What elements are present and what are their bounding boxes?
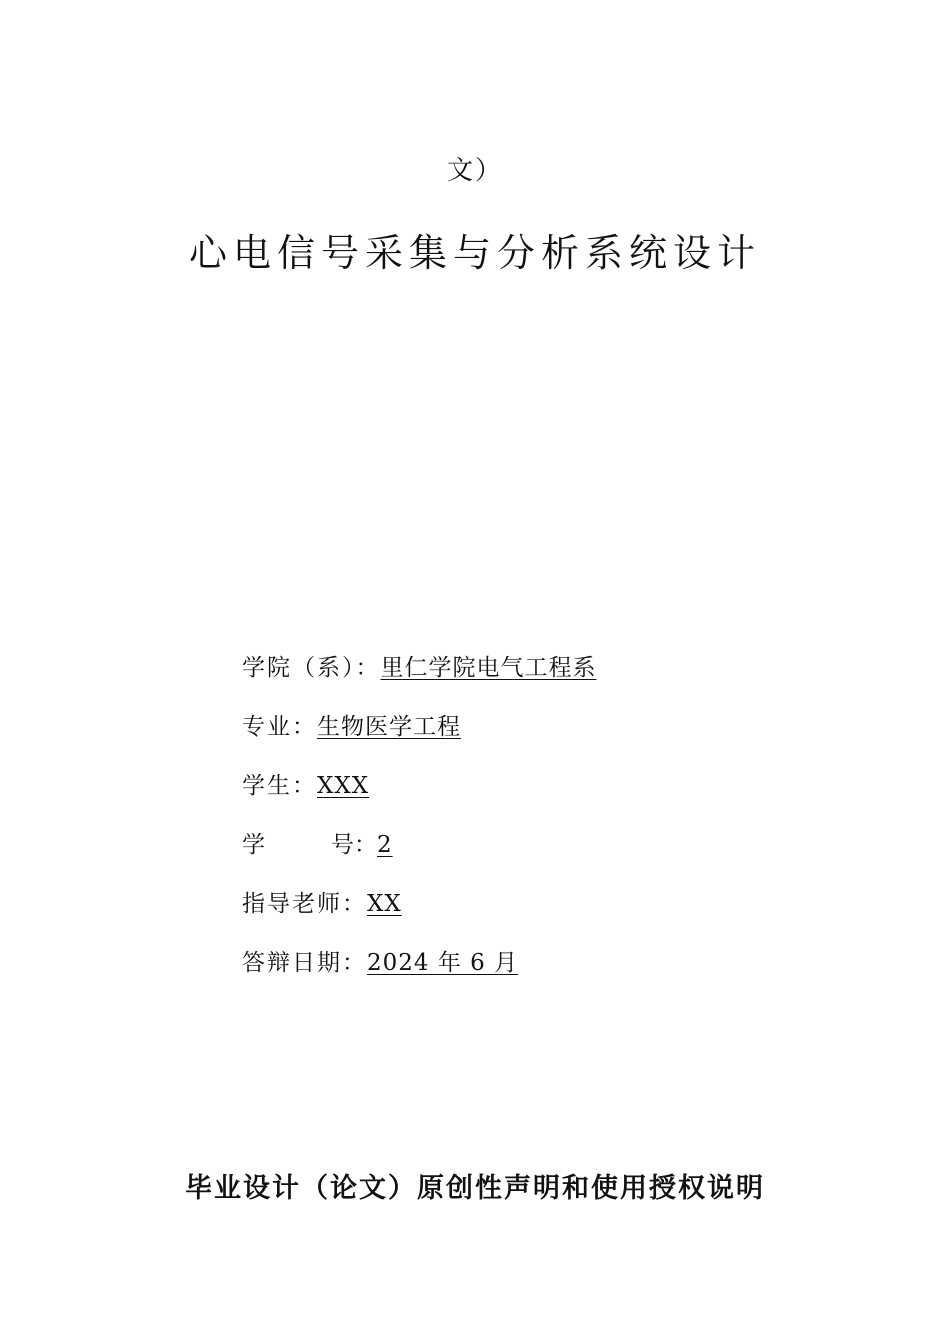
- student-value: XXX: [317, 773, 370, 799]
- college-label: 学院（系）：: [242, 655, 381, 681]
- major-value: 生物医学工程: [317, 714, 461, 740]
- student-id-label: [242, 832, 377, 858]
- info-row-college: [242, 650, 802, 709]
- info-row-student: [242, 768, 802, 827]
- info-row-student-id: [242, 827, 802, 886]
- student-id-value: 2: [377, 832, 393, 858]
- info-row-advisor: [242, 886, 802, 945]
- student-id-label-second: 号：: [331, 832, 377, 858]
- thesis-title: 心电信号采集与分析系统设计: [188, 231, 761, 275]
- info-block: [242, 650, 802, 1004]
- info-row-defense-date: [242, 945, 802, 1004]
- student-label: 学生：: [242, 773, 317, 799]
- advisor-label: 指导老师：: [242, 891, 367, 917]
- info-row-major: [242, 709, 802, 768]
- defense-date-label: 答辩日期：: [242, 950, 367, 976]
- college-value: 里仁学院电气工程系: [380, 655, 597, 681]
- student-id-label-first: 学: [242, 832, 265, 858]
- defense-date-value: 2024 年 6 月: [367, 950, 519, 976]
- major-label: 专业：: [242, 714, 317, 740]
- declaration-heading: 毕业设计（论文）原创性声明和使用授权说明: [185, 1173, 765, 1204]
- advisor-value: XX: [367, 891, 402, 917]
- title-fragment: 文）: [446, 156, 503, 186]
